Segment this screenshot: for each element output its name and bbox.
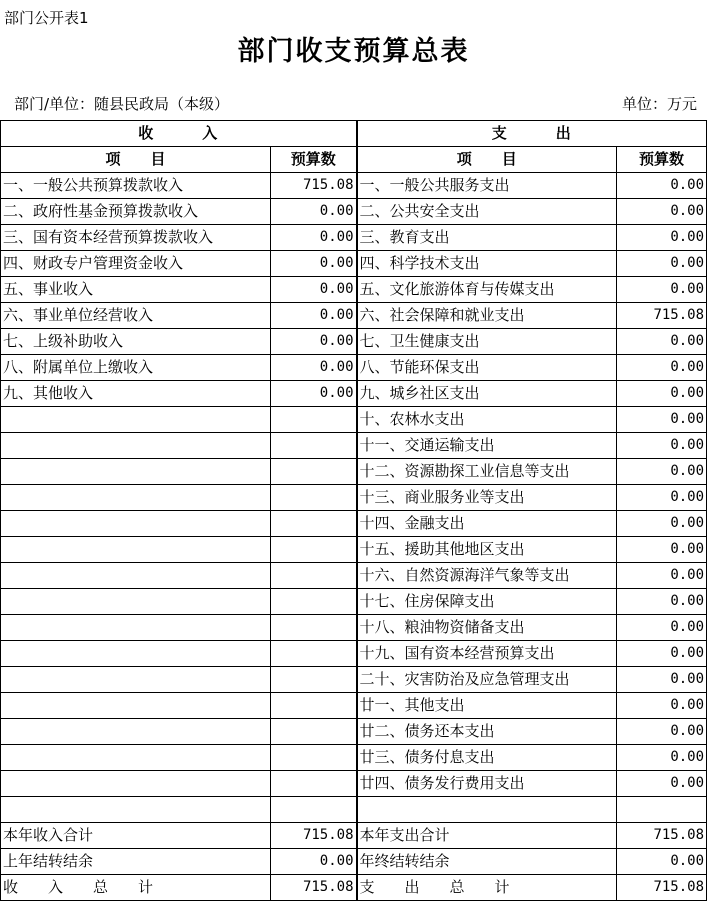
income-amount-cell — [271, 407, 357, 433]
income-item-cell: 上年结转结余 — [1, 849, 271, 875]
table-row — [1, 745, 707, 771]
income-item-cell — [1, 615, 271, 641]
expense-item-cell: 十一、交通运输支出 — [357, 433, 617, 459]
income-item-cell — [1, 485, 271, 511]
expense-amount-cell: 0.00 — [617, 381, 707, 407]
expense-amount-cell: 0.00 — [617, 615, 707, 641]
table-row — [1, 875, 707, 901]
income-amount-header: 预算数 — [271, 147, 357, 173]
expense-item-cell: 年终结转结余 — [357, 849, 617, 875]
table-row — [1, 407, 707, 433]
expense-amount-cell: 0.00 — [617, 251, 707, 277]
expense-item-cell: 七、卫生健康支出 — [357, 329, 617, 355]
expense-item-cell: 本年支出合计 — [357, 823, 617, 849]
income-item-cell: 一、一般公共预算拨款收入 — [1, 173, 271, 199]
income-item-cell — [1, 433, 271, 459]
table-row — [1, 511, 707, 537]
income-amount-cell — [271, 745, 357, 771]
expense-section-header: 支 出 — [357, 121, 707, 147]
table-row — [1, 615, 707, 641]
income-amount-cell — [271, 797, 357, 823]
income-amount-cell — [271, 667, 357, 693]
table-row — [1, 641, 707, 667]
table-row — [1, 355, 707, 381]
expense-amount-cell: 0.00 — [617, 511, 707, 537]
expense-amount-cell: 0.00 — [617, 641, 707, 667]
expense-item-cell: 八、节能环保支出 — [357, 355, 617, 381]
table-row — [1, 199, 707, 225]
expense-item-cell: 十八、粮油物资储备支出 — [357, 615, 617, 641]
expense-amount-cell: 0.00 — [617, 563, 707, 589]
table-row — [1, 433, 707, 459]
income-item-cell: 七、上级补助收入 — [1, 329, 271, 355]
expense-amount-cell: 0.00 — [617, 433, 707, 459]
expense-amount-cell: 0.00 — [617, 849, 707, 875]
income-amount-cell — [271, 615, 357, 641]
expense-amount-cell — [617, 797, 707, 823]
income-item-cell: 本年收入合计 — [1, 823, 271, 849]
income-item-header: 项 目 — [1, 147, 271, 173]
table-row — [1, 277, 707, 303]
income-section-header: 收 入 — [1, 121, 357, 147]
table-row — [1, 667, 707, 693]
expense-amount-cell: 0.00 — [617, 173, 707, 199]
income-amount-cell: 715.08 — [271, 823, 357, 849]
table-row — [1, 485, 707, 511]
table-row — [1, 537, 707, 563]
expense-amount-cell: 0.00 — [617, 589, 707, 615]
expense-amount-cell: 0.00 — [617, 771, 707, 797]
table-row — [1, 329, 707, 355]
department-label: 部门/单位：随县民政局（本级） — [14, 95, 230, 113]
income-item-cell: 八、附属单位上缴收入 — [1, 355, 271, 381]
expense-item-cell: 六、社会保障和就业支出 — [357, 303, 617, 329]
income-amount-cell — [271, 641, 357, 667]
income-amount-cell — [271, 485, 357, 511]
expense-item-cell: 九、城乡社区支出 — [357, 381, 617, 407]
expense-amount-cell: 0.00 — [617, 693, 707, 719]
income-amount-cell: 0.00 — [271, 199, 357, 225]
expense-item-cell: 十五、援助其他地区支出 — [357, 537, 617, 563]
expense-amount-cell: 0.00 — [617, 459, 707, 485]
expense-amount-cell: 0.00 — [617, 277, 707, 303]
income-amount-cell — [271, 433, 357, 459]
expense-item-cell: 廿二、债务还本支出 — [357, 719, 617, 745]
income-amount-cell: 0.00 — [271, 329, 357, 355]
income-item-cell — [1, 693, 271, 719]
income-amount-cell: 0.00 — [271, 381, 357, 407]
table-row — [1, 173, 707, 199]
table-row — [1, 823, 707, 849]
income-item-cell — [1, 745, 271, 771]
expense-amount-cell: 715.08 — [617, 875, 707, 901]
expense-amount-header: 预算数 — [617, 147, 707, 173]
table-row — [1, 251, 707, 277]
income-amount-cell — [271, 589, 357, 615]
expense-item-cell: 廿三、债务付息支出 — [357, 745, 617, 771]
expense-item-cell: 五、文化旅游体育与传媒支出 — [357, 277, 617, 303]
expense-amount-cell: 0.00 — [617, 667, 707, 693]
expense-item-cell — [357, 797, 617, 823]
expense-item-header: 项 目 — [357, 147, 617, 173]
income-amount-cell: 715.08 — [271, 875, 357, 901]
table-row — [1, 719, 707, 745]
expense-item-cell: 十二、资源勘探工业信息等支出 — [357, 459, 617, 485]
income-amount-cell — [271, 771, 357, 797]
income-amount-cell — [271, 719, 357, 745]
column-header-row — [1, 147, 707, 173]
expense-item-cell: 十九、国有资本经营预算支出 — [357, 641, 617, 667]
income-item-cell — [1, 797, 271, 823]
income-item-cell: 五、事业收入 — [1, 277, 271, 303]
expense-amount-cell: 0.00 — [617, 225, 707, 251]
expense-amount-cell: 715.08 — [617, 823, 707, 849]
table-row — [1, 303, 707, 329]
income-item-cell — [1, 537, 271, 563]
table-row — [1, 381, 707, 407]
expense-item-cell: 十六、自然资源海洋气象等支出 — [357, 563, 617, 589]
income-item-cell — [1, 719, 271, 745]
income-amount-cell — [271, 693, 357, 719]
expense-item-cell: 支 出 总 计 — [357, 875, 617, 901]
income-item-cell — [1, 563, 271, 589]
page-title: 部门收支预算总表 — [237, 36, 470, 67]
expense-item-cell: 三、教育支出 — [357, 225, 617, 251]
expense-amount-cell: 0.00 — [617, 745, 707, 771]
table-row — [1, 563, 707, 589]
expense-amount-cell: 0.00 — [617, 485, 707, 511]
income-amount-cell: 715.08 — [271, 173, 357, 199]
expense-item-cell: 一、一般公共服务支出 — [357, 173, 617, 199]
table-row — [1, 459, 707, 485]
income-amount-cell — [271, 511, 357, 537]
expense-amount-cell: 0.00 — [617, 355, 707, 381]
expense-item-cell: 二、公共安全支出 — [357, 199, 617, 225]
income-item-cell — [1, 511, 271, 537]
expense-amount-cell: 0.00 — [617, 719, 707, 745]
income-item-cell: 二、政府性基金预算拨款收入 — [1, 199, 271, 225]
expense-amount-cell: 715.08 — [617, 303, 707, 329]
income-item-cell — [1, 641, 271, 667]
table-row — [1, 771, 707, 797]
expense-item-cell: 廿一、其他支出 — [357, 693, 617, 719]
expense-item-cell: 二十、灾害防治及应急管理支出 — [357, 667, 617, 693]
table-row — [1, 693, 707, 719]
income-amount-cell: 0.00 — [271, 251, 357, 277]
expense-item-cell: 十三、商业服务业等支出 — [357, 485, 617, 511]
table-row — [1, 797, 707, 823]
expense-amount-cell: 0.00 — [617, 329, 707, 355]
income-item-cell — [1, 771, 271, 797]
income-item-cell — [1, 459, 271, 485]
income-amount-cell: 0.00 — [271, 355, 357, 381]
expense-item-cell: 十七、住房保障支出 — [357, 589, 617, 615]
budget-table-body — [1, 121, 707, 901]
income-item-cell — [1, 667, 271, 693]
expense-amount-cell: 0.00 — [617, 199, 707, 225]
expense-item-cell: 十、农林水支出 — [357, 407, 617, 433]
income-amount-cell: 0.00 — [271, 277, 357, 303]
section-header-row — [1, 121, 707, 147]
income-item-cell — [1, 407, 271, 433]
income-item-cell: 四、财政专户管理资金收入 — [1, 251, 271, 277]
table-row — [1, 225, 707, 251]
table-row — [1, 849, 707, 875]
budget-summary-table — [0, 120, 707, 901]
income-item-cell: 收 入 总 计 — [1, 875, 271, 901]
income-item-cell: 三、国有资本经营预算拨款收入 — [1, 225, 271, 251]
income-item-cell: 六、事业单位经营收入 — [1, 303, 271, 329]
income-amount-cell: 0.00 — [271, 225, 357, 251]
income-item-cell: 九、其他收入 — [1, 381, 271, 407]
expense-item-cell: 四、科学技术支出 — [357, 251, 617, 277]
income-item-cell — [1, 589, 271, 615]
income-amount-cell — [271, 537, 357, 563]
unit-label: 单位：万元 — [621, 95, 697, 113]
expense-item-cell: 十四、金融支出 — [357, 511, 617, 537]
document-code: 部门公开表1 — [4, 9, 89, 27]
expense-amount-cell: 0.00 — [617, 537, 707, 563]
expense-amount-cell: 0.00 — [617, 407, 707, 433]
income-amount-cell — [271, 459, 357, 485]
table-row — [1, 589, 707, 615]
income-amount-cell: 0.00 — [271, 849, 357, 875]
income-amount-cell — [271, 563, 357, 589]
expense-item-cell: 廿四、债务发行费用支出 — [357, 771, 617, 797]
income-amount-cell: 0.00 — [271, 303, 357, 329]
